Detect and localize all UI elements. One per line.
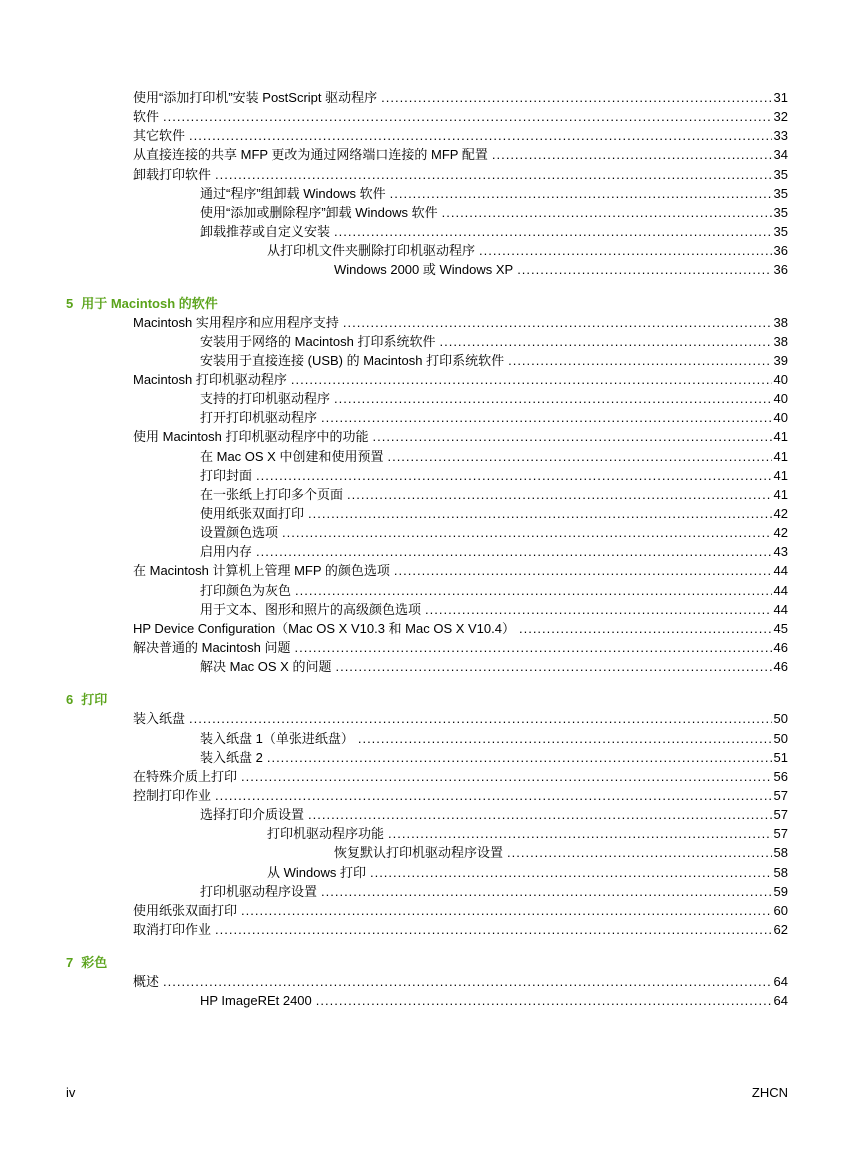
toc-entry-title: 打印机驱动程序功能 (267, 826, 385, 842)
toc-entry-page: 36 (773, 243, 788, 259)
toc-entry-page: 57 (773, 787, 788, 803)
dot-leader (294, 638, 771, 657)
toc-entry-title: 打印颜色为灰色 (200, 582, 292, 598)
dot-leader (215, 165, 772, 184)
toc-entry-page: 45 (773, 620, 788, 636)
toc-entry[interactable] (200, 447, 788, 466)
dot-leader (334, 222, 772, 241)
dot-leader (370, 863, 772, 882)
toc-entry-title: HP Device Configuration（Mac OS X V10.3 和 Mac OS X V10.4） (133, 620, 515, 636)
toc-entry-page: 35 (773, 185, 788, 201)
dot-leader (372, 427, 771, 446)
chapter-title: 彩色 (81, 955, 108, 971)
toc-entry[interactable] (334, 260, 788, 279)
toc-entry-page: 41 (773, 448, 788, 464)
dot-leader (256, 542, 772, 561)
toc-entry-page: 58 (773, 864, 788, 880)
dot-leader (479, 241, 772, 260)
toc-entry[interactable] (133, 427, 788, 446)
toc-entry-title: 支持的打印机驱动程序 (200, 391, 331, 407)
toc-entry[interactable] (133, 561, 788, 580)
chapter-heading (66, 953, 107, 973)
toc-entry[interactable] (200, 991, 788, 1010)
toc-entry-page: 35 (773, 166, 788, 182)
toc-entry[interactable] (133, 920, 788, 939)
toc-entry-page: 64 (773, 974, 788, 990)
toc-entry-page: 41 (773, 486, 788, 502)
dot-leader (347, 485, 772, 504)
toc-entry[interactable] (200, 389, 788, 408)
toc-entry-page: 38 (773, 333, 788, 349)
toc-entry-page: 59 (773, 883, 788, 899)
chapter-heading (66, 294, 218, 314)
dot-leader (189, 709, 772, 728)
dot-leader (291, 370, 772, 389)
toc-entry-title: 在一张纸上打印多个页面 (200, 486, 344, 502)
toc-entry[interactable] (334, 843, 788, 862)
toc-entry-page: 56 (773, 768, 788, 784)
toc-entry-page: 46 (773, 640, 788, 656)
toc-entry[interactable] (133, 88, 788, 107)
dot-leader (388, 824, 772, 843)
toc-entry-page: 43 (773, 544, 788, 560)
toc-entry-page: 57 (773, 807, 788, 823)
footer-page-number: iv (66, 1085, 76, 1100)
toc-entry-title: 使用“添加或删除程序”卸载 Windows 软件 (200, 204, 438, 220)
dot-leader (335, 657, 771, 676)
toc-entry-page: 51 (773, 749, 788, 765)
toc-entry-title: 解决普通的 Macintosh 问题 (133, 640, 291, 656)
toc-entry-page: 40 (773, 410, 788, 426)
toc-entry-title: 在特殊介质上打印 (133, 768, 238, 784)
toc-entry[interactable] (200, 184, 788, 203)
toc-entry[interactable] (133, 709, 788, 728)
toc-entry-title: 卸载推荐或自定义安装 (200, 224, 331, 240)
toc-entry-title: Macintosh 打印机驱动程序 (133, 371, 287, 387)
dot-leader (189, 126, 772, 145)
dot-leader (308, 504, 772, 523)
toc-entry-title: 从 Windows 打印 (267, 864, 366, 880)
toc-entry-title: 在 Macintosh 计算机上管理 MFP 的颜色选项 (133, 563, 390, 579)
toc-entry-title: 打开打印机驱动程序 (200, 410, 318, 426)
toc-entry[interactable] (200, 748, 788, 767)
dot-leader (282, 523, 772, 542)
chapter-number: 7 (66, 955, 74, 971)
toc-entry-page: 44 (773, 601, 788, 617)
toc-entry-page: 40 (773, 371, 788, 387)
dot-leader (381, 88, 771, 107)
toc-entry-page: 50 (773, 711, 788, 727)
toc-entry-title: 启用内存 (200, 544, 253, 560)
toc-entry-title: 打印封面 (200, 467, 253, 483)
toc-entry[interactable] (133, 165, 788, 184)
toc-entry-page: 41 (773, 467, 788, 483)
dot-leader (163, 107, 772, 126)
dot-leader (241, 767, 772, 786)
toc-entry-title: 设置颜色选项 (200, 525, 279, 541)
toc-entry-page: 57 (773, 826, 788, 842)
toc-entry-page: 44 (773, 563, 788, 579)
toc-entry[interactable] (200, 203, 788, 222)
toc-entry-title: 装入纸盘 (133, 711, 186, 727)
dot-leader (519, 619, 772, 638)
toc-entry[interactable] (133, 901, 788, 920)
toc-entry[interactable] (200, 581, 788, 600)
dot-leader (442, 203, 772, 222)
toc-entry-title: 使用纸张双面打印 (200, 506, 305, 521)
toc-entry[interactable] (200, 485, 788, 504)
toc-entry-page: 32 (773, 109, 788, 125)
toc-entry-title: 恢复默认打印机驱动程序设置 (334, 845, 504, 861)
chapter-number: 6 (66, 692, 74, 708)
dot-leader (334, 389, 772, 408)
toc-entry-title: 概述 (133, 974, 160, 990)
dot-leader (343, 313, 772, 332)
toc-entry-page: 36 (773, 262, 788, 278)
toc-entry-page: 39 (773, 352, 788, 368)
toc-entry-page: 64 (773, 993, 788, 1009)
toc-entry-page: 62 (773, 922, 788, 937)
toc-entry[interactable] (200, 408, 788, 427)
chapter-number: 5 (66, 295, 74, 311)
toc-entry-title: 用于文本、图形和照片的高级颜色选项 (200, 601, 422, 617)
toc-entry-page: 33 (773, 128, 788, 144)
toc-entry[interactable] (200, 332, 788, 351)
toc-entry-title: 装入纸盘 2 (200, 749, 263, 765)
toc-entry-title: 取消打印作业 (133, 922, 212, 937)
toc-entry-page: 35 (773, 204, 788, 220)
toc-entry-page: 60 (773, 902, 788, 918)
toc-entry-title: 打印机驱动程序设置 (200, 883, 318, 899)
dot-leader (507, 843, 772, 862)
dot-leader (308, 805, 772, 824)
toc-entry-title: 使用纸张双面打印 (133, 902, 238, 918)
toc-entry-title: Macintosh 实用程序和应用程序支持 (133, 314, 339, 330)
toc-entry[interactable] (200, 504, 788, 523)
toc-entry[interactable] (133, 767, 788, 786)
dot-leader (492, 145, 772, 164)
dot-leader (439, 332, 771, 351)
toc-entry[interactable] (133, 313, 788, 332)
toc-entry[interactable] (200, 222, 788, 241)
toc-entry[interactable] (200, 882, 788, 901)
footer-locale: ZHCN (751, 1085, 788, 1100)
toc-entry[interactable] (133, 638, 788, 657)
dot-leader (256, 466, 772, 485)
toc-entry[interactable] (133, 126, 788, 145)
dot-leader (163, 972, 772, 991)
chapter-heading (66, 690, 107, 710)
toc-entry-page: 42 (773, 525, 788, 541)
toc-entry[interactable] (200, 523, 788, 542)
toc-entry[interactable] (267, 241, 788, 260)
toc-entry-title: 解决 Mac OS X 的问题 (200, 659, 332, 675)
dot-leader (215, 920, 772, 939)
toc-entry-title: 装入纸盘 1（单张进纸盘） (200, 730, 354, 746)
toc-entry[interactable] (267, 824, 788, 843)
dot-leader (508, 351, 771, 370)
toc-entry[interactable] (200, 351, 788, 370)
toc-entry-title: 使用 Macintosh 打印机驱动程序中的功能 (133, 429, 369, 445)
dot-leader (215, 786, 772, 805)
toc-entry[interactable] (200, 805, 788, 824)
toc-entry-title: 控制打印作业 (133, 787, 212, 803)
toc-entry-title: Windows 2000 或 Windows XP (334, 262, 514, 278)
toc-entry[interactable] (200, 466, 788, 485)
toc-entry-title: 安装用于直接连接 (USB) 的 Macintosh 打印系统软件 (200, 352, 505, 368)
toc-entry[interactable] (200, 657, 788, 676)
toc-entry-title: 从直接连接的共享 MFP 更改为通过网络端口连接的 MFP 配置 (133, 147, 488, 163)
toc-entry-title: 其它软件 (133, 128, 186, 144)
toc-entry[interactable] (133, 107, 788, 126)
toc-entry[interactable] (133, 786, 788, 805)
dot-leader (425, 600, 772, 619)
toc-entry-title: 安装用于网络的 Macintosh 打印系统软件 (200, 333, 436, 349)
dot-leader (517, 260, 771, 279)
toc-entry[interactable] (267, 863, 788, 882)
toc-entry-page: 34 (773, 147, 788, 163)
dot-leader (316, 991, 772, 1010)
toc-entry-title: 通过“程序”组卸载 Windows 软件 (200, 185, 386, 201)
toc-entry-page: 44 (773, 582, 788, 598)
toc-entry-title: 卸载打印软件 (133, 166, 212, 182)
toc-entry-page: 38 (773, 314, 788, 330)
dot-leader (358, 729, 772, 748)
toc-entry-page: 50 (773, 730, 788, 746)
toc-entry-title: HP ImageREt 2400 (200, 993, 312, 1009)
toc-entry-title: 从打印机文件夹删除打印机驱动程序 (267, 243, 476, 259)
dot-leader (321, 408, 772, 427)
toc-entry-page: 46 (773, 659, 788, 675)
toc-entry-page: 40 (773, 391, 788, 407)
toc-entry-title: 选择打印介质设置 (200, 807, 305, 823)
chapter-title: 用于 Macintosh 的软件 (81, 295, 218, 311)
toc-entry-title: 使用“添加打印机”安装 PostScript 驱动程序 (133, 90, 378, 105)
dot-leader (387, 447, 771, 466)
toc-entry[interactable] (200, 600, 788, 619)
toc-entry-page: 31 (773, 90, 788, 105)
dot-leader (267, 748, 772, 767)
toc-entry-page: 58 (773, 845, 788, 861)
chapter-title: 打印 (81, 692, 108, 708)
dot-leader (241, 901, 772, 920)
toc-entry[interactable] (133, 619, 788, 638)
toc-entry[interactable] (200, 729, 788, 748)
toc-entry[interactable] (133, 972, 788, 991)
toc-entry[interactable] (133, 370, 788, 389)
toc-entry[interactable] (200, 542, 788, 561)
dot-leader (390, 184, 772, 203)
toc-entry-page: 42 (773, 506, 788, 521)
dot-leader (394, 561, 772, 580)
toc-entry-page: 35 (773, 224, 788, 240)
toc-entry[interactable] (133, 145, 788, 164)
toc-entry-title: 在 Mac OS X 中创建和使用预置 (200, 448, 384, 464)
toc-entry-page: 41 (773, 429, 788, 445)
dot-leader (321, 882, 772, 901)
toc-entry-title: 软件 (133, 109, 160, 125)
dot-leader (295, 581, 772, 600)
